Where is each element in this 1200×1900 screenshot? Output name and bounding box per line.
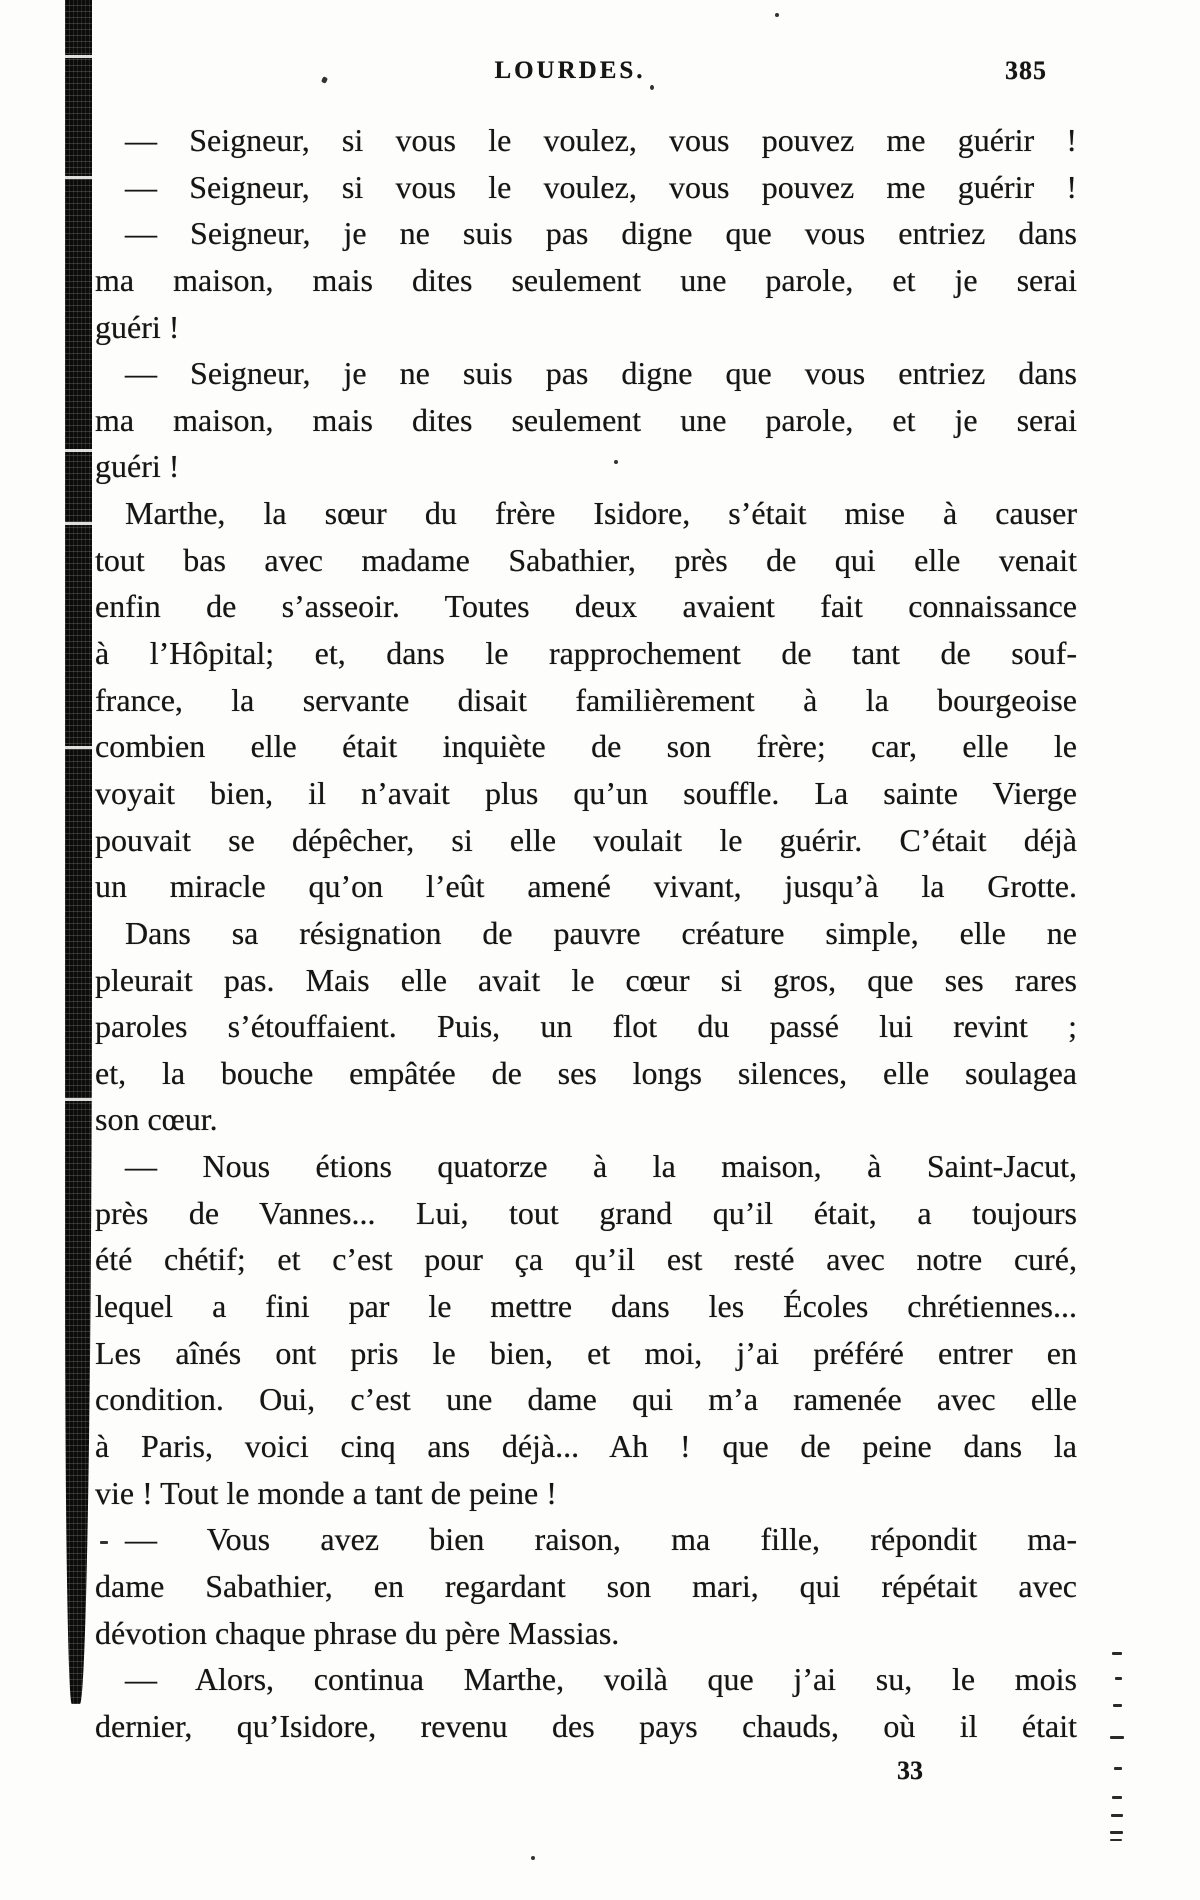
text-line: — Seigneur, je ne suis pas digne que vous entriez dans [125,355,1077,392]
ink-speck [614,460,618,464]
page-number: 385 [1005,56,1047,85]
text-line: dame Sabathier, en regardant son mari, qui répétait avec [95,1567,1077,1604]
binding-strip-gap [65,522,92,525]
ink-speck [650,85,654,90]
text-line: enfin de s’asseoir. Toutes deux avaient fait connaissance [95,588,1077,625]
text-line: près de Vannes... Lui, tout grand qu’il était, a toujours [95,1194,1077,1231]
text-line: paroles s’étouffaient. Puis, un flot du passé lui revint ; [95,1008,1077,1045]
scan-binding-strip [65,0,92,1704]
binding-strip-gap [65,176,92,179]
binding-strip-gap [65,449,92,452]
text-line: Dans sa résignation de pauvre créature simple, elle ne [125,914,1077,951]
text-line: tout bas avec madame Sabathier, près de qui elle venait [95,541,1077,578]
ink-speck [775,13,779,17]
text-column [95,117,1077,1749]
text-line: à Paris, voici cinq ans déjà... Ah ! que de peine dans la [95,1427,1077,1464]
binding-strip-gap [65,746,92,749]
scan-artifact-dash [1112,1796,1122,1799]
text-line: — Seigneur, je ne suis pas digne que vous entriez dans [125,215,1077,252]
scan-artifact-dash [1114,1767,1122,1770]
text-line: dernier, qu’Isidore, revenu des pays chauds, où il était [95,1707,1077,1744]
ink-speck [531,1856,535,1860]
text-line: — Alors, continua Marthe, voilà que j’ai su, le mois [125,1661,1077,1698]
text-line: à l’Hôpital; et, dans le rapprochement de tant de souf- [95,635,1077,672]
text-line: — Seigneur, si vous le voulez, vous pouvez me guérir ! [125,122,1077,158]
signature-number: 33 [897,1756,923,1785]
scan-artifact-dash [1111,1814,1123,1817]
text-line: son cœur. [95,1101,218,1138]
text-line: vie ! Tout le monde a tant de peine ! [95,1474,557,1511]
text-line: guéri ! [95,308,180,345]
text-line: — Seigneur, si vous le voulez, vous pouvez me guérir ! [125,168,1077,205]
text-line: — Nous étions quatorze à la maison, à Saint-Jacut, [125,1148,1077,1185]
text-line: combien elle était inquiète de son frère; car, elle le [95,728,1077,765]
text-line: pleurait pas. Mais elle avait le cœur si gros, que ses rares [95,961,1077,998]
scan-artifact-dash [1110,1831,1123,1834]
binding-strip-gap [65,55,92,58]
text-line: france, la servante disait familièrement à la bourgeoise [95,681,1077,718]
text-line: et, la bouche empâtée de ses longs silences, elle soulagea [95,1054,1077,1091]
text-line: ma maison, mais dites seulement une parole, et je serai [95,261,1077,298]
text-line: pouvait se dépêcher, si elle voulait le guérir. C’était déjà [95,821,1077,858]
text-line: ma maison, mais dites seulement une parole, et je serai [95,401,1077,438]
text-line: été chétif; et c’est pour ça qu’il est resté avec notre curé, [95,1241,1077,1278]
text-line: un miracle qu’on l’eût amené vivant, jusqu’à la Grotte. [95,868,1077,905]
running-header-title: LOURDES. [494,57,646,84]
text-line: voyait bien, il n’avait plus qu’un souffle. La sainte Vierge [95,774,1077,811]
text-line: Les aînés ont pris le bien, et moi, j’ai préféré entrer en [95,1334,1077,1371]
text-line: lequel a fini par le mettre dans les Écoles chrétiennes... [95,1288,1077,1325]
scan-artifact-dash [1113,1704,1122,1707]
text-line: dévotion chaque phrase du père Massias. [95,1614,620,1651]
scan-artifact-dash [1112,1652,1122,1655]
text-line: condition. Oui, c’est une dame qui m’a ramenée avec elle [95,1381,1077,1418]
scan-artifact-dash [1115,1677,1122,1680]
ink-speck [100,1541,108,1544]
scan-artifact-dash [1110,1839,1122,1841]
text-line: — Vous avez bien raison, ma fille, répondit ma- [125,1521,1077,1558]
scan-artifact-dash [1110,1736,1124,1739]
text-line: guéri ! [95,448,180,485]
binding-strip-gap [65,1098,92,1101]
ink-speck [321,76,328,84]
text-line: Marthe, la sœur du frère Isidore, s’était mise à causer [125,495,1077,532]
